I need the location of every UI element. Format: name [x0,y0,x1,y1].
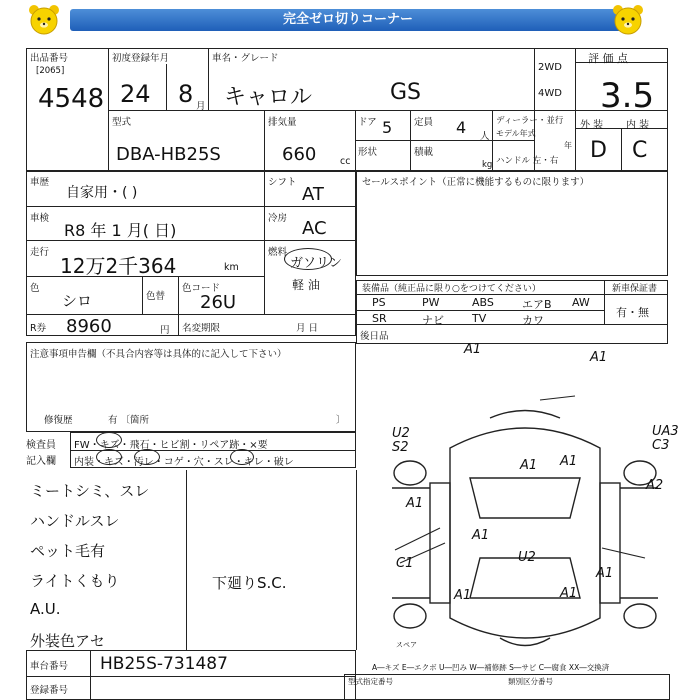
car-damage-diagram [370,368,680,668]
capacity: 4 [456,118,467,137]
damage-mark: C3 [652,438,670,453]
banner [0,0,700,40]
damage-mark: A1 [472,528,490,543]
bear-mascot-icon [26,2,62,38]
door-label: ドア [358,117,377,128]
color-value: シロ [62,292,93,310]
remark-line: ミートシミ、スレ [30,482,150,500]
year-unit: 年 [564,141,572,150]
equipment-item: エアB [522,298,552,311]
inspector-line-2: 内装・キズ・汚レ・コゲ・穴・スレ・キレ・破レ [74,457,294,468]
handle-label: ハンドル 左・右 [496,156,559,166]
model-code: DBA-HB25S [116,144,221,165]
equipment-item: TV [472,312,487,325]
dealer-label: ディーラー・並行 [496,116,564,126]
color-code: 26U [200,292,237,313]
damage-mark: U2 [392,426,410,441]
ext-grade: D [590,138,607,163]
auction-sheet [0,40,700,700]
color-code-label: 色コード [182,283,221,294]
notes-label: 注意事項申告欄（不具合内容等は具体的に記入して下さい） [30,349,287,360]
model-year-label: モデル年式 [496,129,536,138]
fuel-value: ガソリン [290,256,343,271]
yen-unit: 円 [160,325,170,336]
spec-number-label: 型式指定番号 [348,677,393,686]
shift-label: シフト [268,177,297,188]
shape-label: 形状 [358,147,378,158]
recycle-value: 8960 [66,316,112,337]
registration-label: 登録番号 [30,685,69,696]
shift-value: AT [302,184,324,205]
displacement: 660 [282,144,317,165]
frame-value: HB25S-731487 [100,654,228,674]
equipment-item: ABS [472,296,494,309]
damage-mark: C1 [396,556,414,571]
recycle-label: R券 [30,323,47,334]
damage-mark: A1 [454,588,472,603]
damage-mark: S2 [392,440,409,455]
mileage-value: 12万2千364 [60,254,177,278]
remarks-right-note: 下廻りS.C. [212,574,287,592]
score-label: 評 価 点 [588,52,628,65]
circle-mark [230,449,254,465]
history-value: 自家用・( ) [66,185,138,201]
repair-end: 〕 [336,415,346,426]
repair-label: 修復歴 [44,415,73,426]
first-reg-year: 24 [120,80,151,108]
inspector-label-2: 記入欄 [26,456,56,467]
circle-mark [96,432,122,448]
legend-line-1: A―キズ E―エクボ U―凹み W―補修跡 S―サビ C―腐食 XX―交換済 [372,663,610,672]
first-reg-label: 初度登録年月 [112,53,170,64]
inspection-label: 車検 [30,213,50,224]
transfer-label: 名変期限 [182,323,221,334]
damage-mark: A1 [596,566,614,581]
remark-line: A.U. [30,600,61,618]
post-label: 後日品 [360,331,389,342]
sales-label: セールスポイント（正常に機能するものに限ります） [362,177,590,188]
remark-line: ハンドルスレ [30,512,120,530]
remark-line: 外装色アセ [30,632,105,650]
load-label: 積載 [414,147,434,158]
fuel-label: 燃料 [268,247,288,258]
drive-2wd: 2WD [538,62,562,73]
equipment-item: PS [372,296,386,309]
damage-mark: A1 [520,458,538,473]
damage-mark: A1 [590,350,608,365]
spare-label: スペア [396,641,417,649]
int-grade: C [632,138,648,163]
damage-mark: U2 [518,550,536,565]
ac-value: AC [302,218,327,239]
int-label: 内 装 [626,120,650,131]
first-reg-month: 8 [178,80,194,108]
inspection-value: R8 年 1 月( 日) [64,221,177,240]
remark-line: ペット毛有 [30,542,106,560]
displacement-label: 排気量 [268,117,297,128]
mileage-label: 走行 [30,247,50,258]
damage-mark: UA3 [652,424,679,439]
km-unit: km [224,262,239,273]
score-value: 3.5 [600,76,655,116]
inspector-label-1: 検査員 [26,440,56,451]
kg-unit: kg [482,160,493,170]
capacity-label: 定員 [414,117,434,128]
transfer-value: 月 日 [296,323,319,334]
equipment-item: SR [372,312,387,325]
banner-title: 完全ゼロ切りコーナー [70,9,626,31]
equipment-item: カワ [522,314,544,327]
month-unit: 月 [196,101,206,112]
car-name: キャロル [224,85,313,110]
color-label: 色 [30,283,40,294]
damage-mark: A1 [560,586,578,601]
ext-label: 外 装 [580,120,604,131]
damage-mark: A1 [560,454,578,469]
warranty-value: 有・無 [616,306,649,319]
equipment-item: AW [572,296,590,309]
grade: GS [390,80,422,105]
lot-number: 4548 [38,84,105,114]
damage-mark: A2 [646,478,664,493]
name-label: 車名・グレード [212,53,279,64]
cc-unit: cc [340,156,351,167]
doors: 5 [382,118,393,137]
equipment-item: ナビ [422,314,444,327]
circle-mark [134,449,160,465]
drive-4wd: 4WD [538,88,562,99]
circle-mark [96,449,122,465]
history-label: 車歴 [30,177,50,188]
model-label: 型式 [112,117,132,128]
warranty-label: 新車保証書 [612,284,658,294]
person-unit: 人 [480,131,490,142]
lot-sub: [2065] [36,66,65,76]
inspector-line-1: FW・キズ・飛石・ヒビ割・リペア跡・×要 [74,440,268,451]
ac-label: 冷房 [268,213,288,224]
damage-mark: A1 [464,342,482,357]
fuel-sub: 軽 油 [292,278,320,292]
color-no-label: 色替 [146,291,166,302]
frame-label: 車台番号 [30,661,69,672]
equipment-label: 装備品（純正品に限り○をつけてください） [362,284,541,294]
fuel-circle [284,248,332,270]
equipment-item: PW [422,296,440,309]
bear-mascot-icon [610,2,646,38]
damage-mark: A1 [406,496,424,511]
remark-line: ライトくもり [30,572,120,590]
repair-value: 有 〔箇所 [108,415,150,426]
lot-label: 出品番号 [30,53,69,64]
class-number-label: 類別区分番号 [508,677,553,686]
